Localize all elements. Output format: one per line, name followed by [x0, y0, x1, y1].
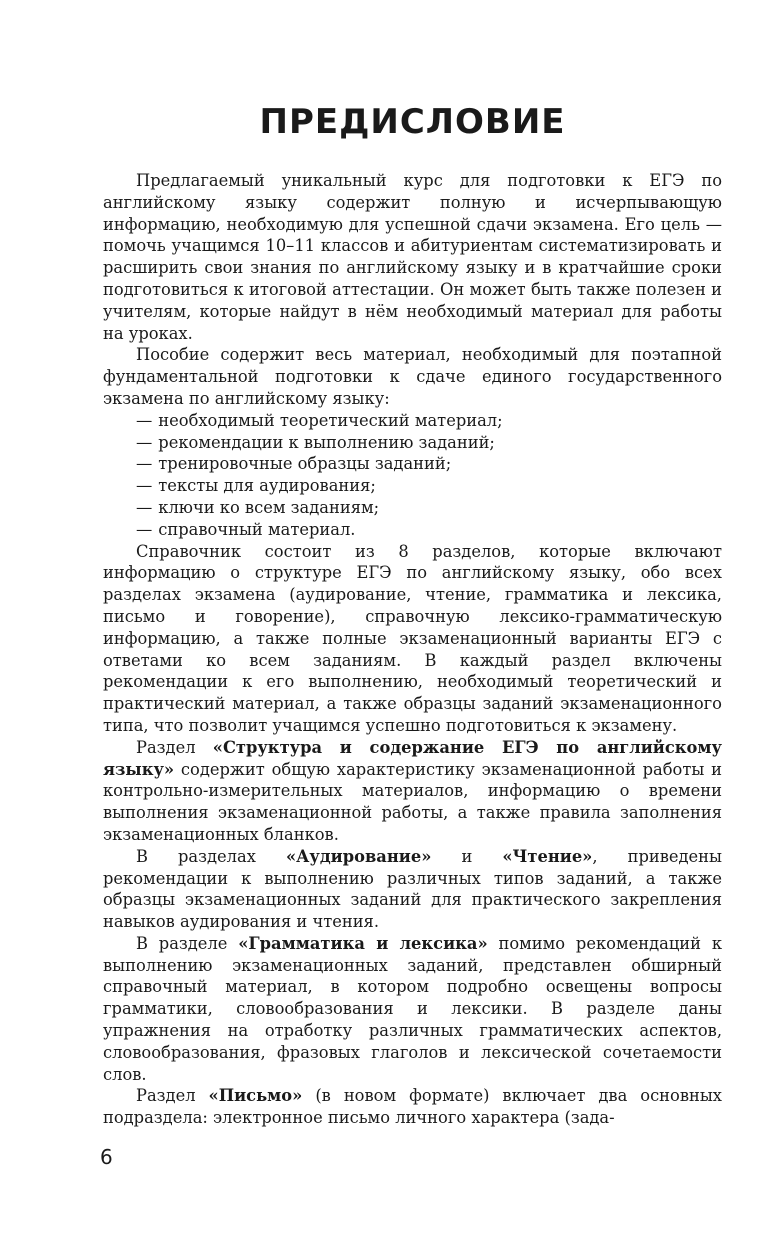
text-run: (в новом формате) включает два основных подраздела: электронное письмо личного характера (зада- [103, 1086, 722, 1128]
list-dash: — [136, 432, 153, 452]
paragraph-grammar [103, 933, 722, 1086]
list-item [103, 453, 722, 475]
section-title-writing: «Письмо» [208, 1086, 303, 1106]
text-run: и [431, 846, 503, 866]
list-dash: — [136, 410, 153, 430]
list-item [103, 475, 722, 497]
page-title: ПРЕДИСЛОВИЕ [259, 102, 566, 142]
section-title-reading: «Чтение» [502, 846, 593, 866]
list-item [103, 497, 722, 519]
list-dash: — [136, 454, 153, 474]
text-run: , приведены рекомендации к выполнению различных типов заданий, а также образцы экзаменационных заданий для практического закрепления навыков аудирования и чтения. [103, 846, 722, 932]
paragraph-structure: Справочник состоит из 8 разделов, которые включают информацию о структуре ЕГЭ по английскому языку, обо всех разделах экзамена (аудирование, чтение, грамматика и лексика, письмо и говорение), справочную лексико-грамматическую информацию, а также полные экзаменационный варианты ЕГЭ с ответами ко всем заданиям. В каждый раздел включены рекомендации к его выполнению, необходимый теоретический и практический материал, а также образцы заданий экзаменационного типа, что позволит учащимся успешно подготовиться к экзамену. [103, 541, 722, 735]
list-item [103, 432, 722, 454]
paragraph-contents: Пособие содержит весь материал, необходимый для поэтапной фундаментальной подготовки к сдаче единого государственного экзамена по английскому языку: [103, 345, 722, 408]
text-run: помимо рекомендаций к выполнению экзаменационных заданий, представлен обширный справочный материал, в котором подробно освещены вопросы грамматики, словообразования и лексики. В разделе даны упражнения на отработку различных грамматических аспектов, словообразования, фразовых глаголов и лексической сочетаемости слов. [103, 933, 722, 1084]
list-item [103, 410, 722, 432]
list-item-text: тренировочные образцы заданий; [158, 454, 452, 474]
preface-body [103, 170, 722, 1129]
paragraph-exam-structure [103, 737, 722, 846]
text-run: Раздел [136, 1086, 209, 1106]
list-item-text: рекомендации к выполнению заданий; [158, 432, 495, 452]
paragraph-intro: Предлагаемый уникальный курс для подготовки к ЕГЭ по английскому языку содержит полную и исчерпывающую информацию, необходимую для успешной сдачи экзамена. Его цель — помочь учащимся 10–11 классов и абитуриентам систематизировать и расширить свои знания по английскому языку и в кратчайшие сроки подготовиться к итоговой аттестации. Он может быть также полезен и учителям, которые найдут в нём необходимый материал для работы на уроках. [103, 171, 722, 343]
text-run: В разделе [136, 933, 239, 953]
paragraph-writing [103, 1085, 722, 1129]
list-item-text: ключи ко всем заданиям; [158, 497, 380, 517]
section-title-structure: «Структура и содержание ЕГЭ по английскому языку» [103, 737, 722, 779]
list-dash: — [136, 497, 153, 517]
contents-list [103, 410, 722, 541]
page-number: 6 [100, 1145, 113, 1169]
list-item-text: тексты для аудирования; [158, 476, 376, 496]
section-title-listening: «Аудирование» [285, 846, 432, 866]
list-item-text: справочный материал. [158, 519, 356, 539]
list-item-text: необходимый теоретический материал; [158, 410, 503, 430]
text-run: Раздел [136, 737, 213, 757]
list-dash: — [136, 519, 153, 539]
list-item [103, 519, 722, 541]
paragraph-listening-reading [103, 846, 722, 933]
list-dash: — [136, 476, 153, 496]
text-run: В разделах [136, 846, 286, 866]
text-run: содержит общую характеристику экзаменационной работы и контрольно-измерительных материалов, информацию о времени выполнения экзаменационной работы, а также правила заполнения экзаменационных бланков. [103, 759, 722, 844]
section-title-grammar: «Грамматика и лексика» [238, 933, 488, 953]
page-content [103, 96, 722, 1129]
